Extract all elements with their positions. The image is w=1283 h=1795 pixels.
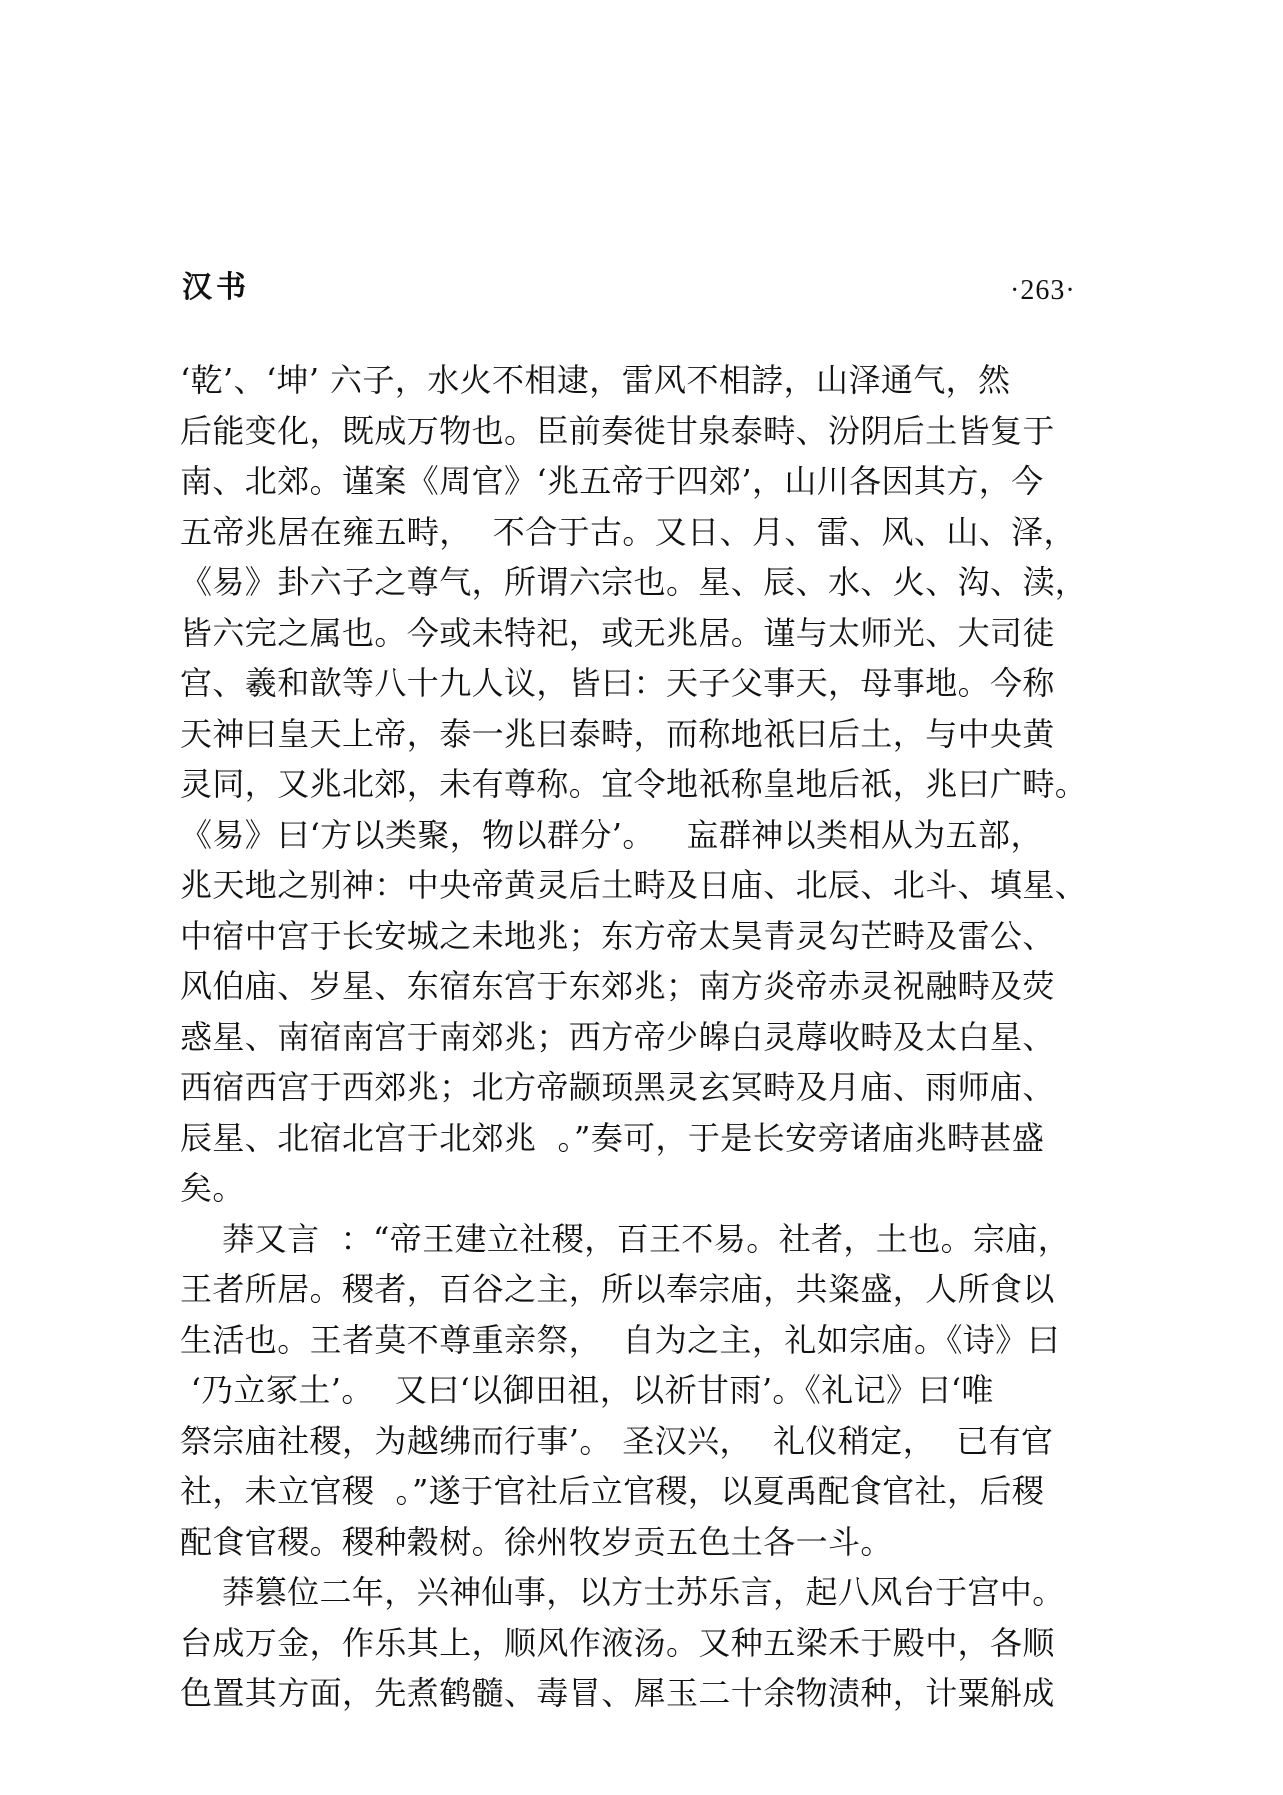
text-line: 辰星、北宿北宫于北郊兆 。”奏可，于是长安旁诸庙兆畤甚盛 — [180, 1118, 1045, 1157]
text-line: 后能变化，既成万物也。臣前奏徙甘泉泰畤、汾阴后土皆复于 — [180, 411, 1055, 450]
text-line: 兆天地之别神：中央帝黄灵后土畤及日庙、北辰、北斗、填星、 — [180, 866, 1088, 904]
text-line: 惑星、南宿南宫于南郊兆；西方帝少皞白灵蓐收畤及太白星、 — [180, 1017, 1055, 1056]
text-line: 社，未立官稷 。”遂于官社后立官稷，以夏禹配食官社，后稷 — [180, 1472, 1045, 1510]
text-line: 矣。 — [180, 1169, 245, 1207]
text-line: 生活也。王者莫不尊重亲祭， 自为之主，礼如宗庙。《诗》曰 — [180, 1320, 1060, 1359]
text-line: 莽篡位二年，兴神仙事，以方士苏乐言，起八风台于宫中。 — [180, 1573, 1065, 1611]
text-line: 台成万金，作乐其上，顺风作液汤。又种五梁禾于殿中，各顺 — [180, 1623, 1055, 1662]
text-line: 中宿中宫于长安城之未地兆；东方帝太昊青灵勾芒畤及雷公、 — [180, 916, 1055, 955]
text-line: 《易》曰‘方以类聚，物以群分’。 衁群神以类相从为五部， — [180, 815, 1043, 854]
text-line: 配食官稷。稷种穀树。徐州牧岁贡五色土各一斗。 — [180, 1522, 893, 1561]
text-line: 风伯庙、岁星、东宿东宫于东郊兆；南方炎帝赤灵祝融畤及荧 — [180, 967, 1055, 1005]
text-line: 南、北郊。谨案《周官》‘兆五帝于四郊’，山川各因其方，今 — [180, 462, 1044, 500]
body-text — [180, 355, 1088, 1719]
text-line: 皆六完之属也。今或未特祀，或无兆居。谨与太师光、大司徒 — [180, 613, 1055, 652]
text-line: 王者所居。稷者，百谷之主，所以奉宗庙，共粢盛，人所食以 — [180, 1270, 1055, 1308]
running-head-title: 汉书 — [182, 270, 250, 305]
text-line: ‘乃立冢土’。 又曰‘以御田祖，以祈甘雨’。《礼记》曰‘唯 — [180, 1371, 994, 1409]
text-line: 莽又言 ：“帝王建立社稷，百王不易。社者，土也。宗庙， — [180, 1219, 1071, 1258]
page-number: ·263· — [1010, 275, 1076, 306]
text-line: 祭宗庙社稷，为越绋而行事’。 圣汉兴， 礼仪稍定， 已有官 — [180, 1421, 1054, 1460]
text-line: 五帝兆居在雍五畤， 不合于古。又日、月、雷、风、山、泽， — [180, 512, 1076, 551]
text-line: ‘乾’、‘坤’ 六子，水火不相逮，雷风不相誖，山泽通气，然 — [180, 361, 1011, 399]
text-line: 《易》卦六子之尊气，所谓六宗也。星、辰、水、火、沟、渎， — [180, 563, 1088, 601]
text-line: 色置其方面，先煮鹤髓、毒冒、犀玉二十余物渍种，计粟斛成 — [180, 1674, 1055, 1712]
text-line: 西宿西宫于西郊兆；北方帝颛顼黑灵玄冥畤及月庙、雨师庙、 — [180, 1068, 1055, 1106]
text-line: 宫、羲和歆等八十九人议，皆曰：天子父事天，母事地。今称 — [180, 664, 1055, 702]
text-line: 灵同，又兆北郊，未有尊称。宜令地祇称皇地后祇，兆曰广畤。 — [180, 765, 1088, 803]
text-line: 天神曰皇天上帝，泰一兆曰泰畤，而称地祇曰后土，与中央黄 — [180, 714, 1055, 753]
